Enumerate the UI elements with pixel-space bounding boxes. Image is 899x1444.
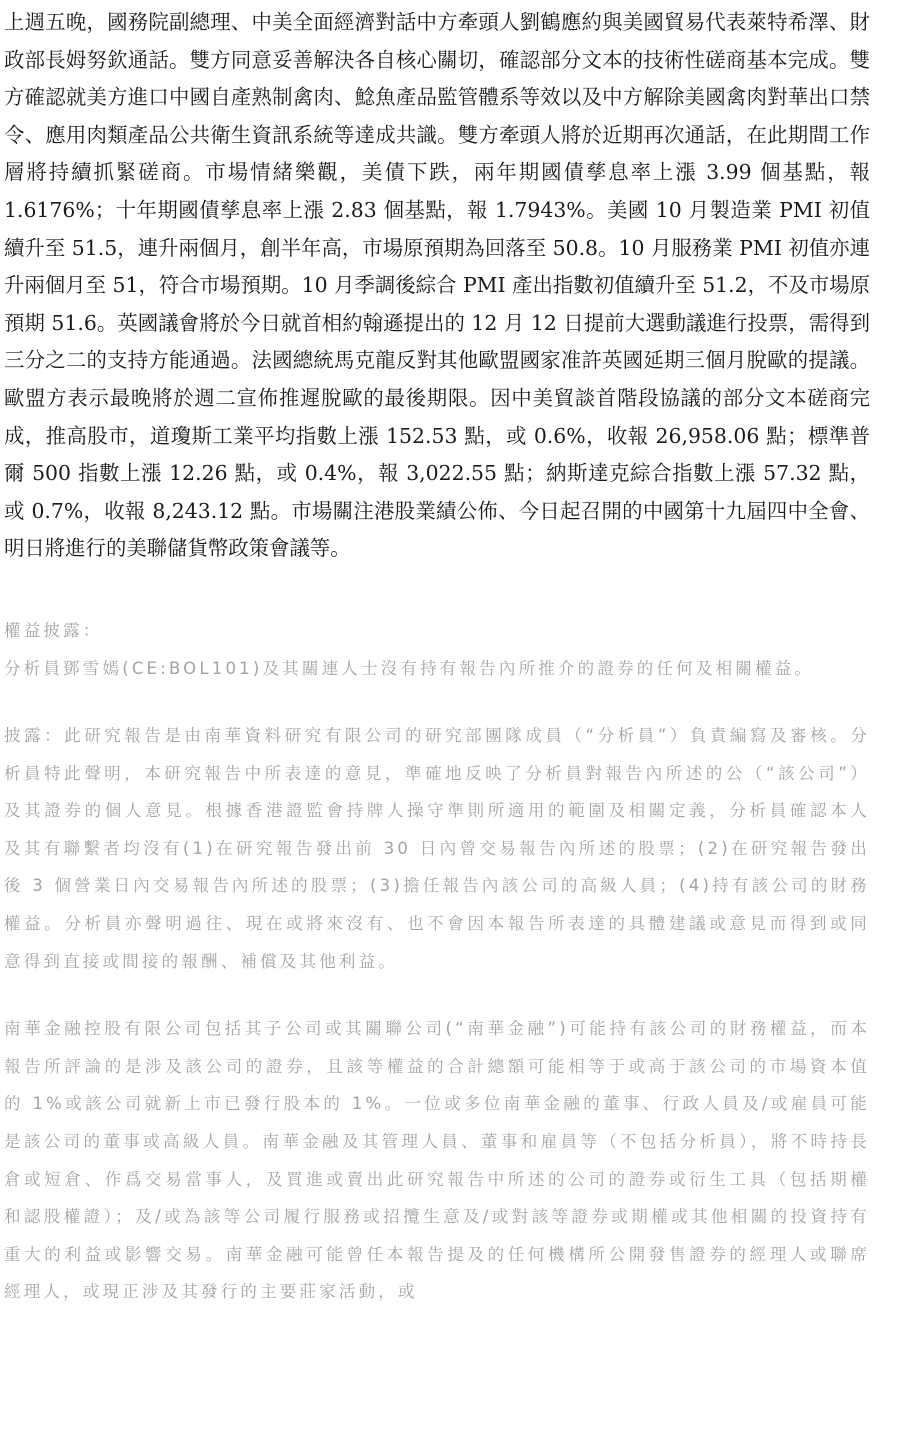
firm-disclosure-paragraph: 南華金融控股有限公司包括其子公司或其關聯公司(“南華金融”)可能持有該公司的財務權益，而本報告所評論的是涉及該公司的證券，且該等權益的合計總額可能相等于或高于該公司的市場資本值的 1%或該公司就新上市已發行股本的 1%。一位或多位南華金融的董事、行政人員及/或雇員可能是該公司的董事或高級人員。南華金融及其管理人員、董事和雇員等（不包括分析員），將不時持長倉或短倉、作爲交易當事人，及買進或賣出此研究報告中所述的公司的證券或衍生工具（包括期權和認股權證）；及/或為該等公司履行服務或招攬生意及/或對該等證券或期權或其他相關的投資持有重大的利益或影響交易。南華金融可能曾任本報告提及的任何機構所公開發售證券的經理人或聯席經理人，或現正涉及其發行的主要莊家活動，或 xyxy=(4,1019,870,1302)
report-page xyxy=(4,0,870,1311)
interest-disclosure-heading: 權益披露： xyxy=(4,620,103,640)
market-commentary-paragraph: 上週五晚，國務院副總理、中美全面經濟對話中方牽頭人劉鶴應約與美國貿易代表萊特希澤、財政部長姆努欽通話。雙方同意妥善解決各自核心關切，確認部分文本的技術性磋商基本完成。雙方確認就美方進口中國自產熟制禽肉、鯰魚產品監管體系等效以及中方解除美國禽肉對華出口禁令、應用肉類產品公共衛生資訊系統等達成共識。雙方牽頭人將於近期再次通話，在此期間工作層將持續抓緊磋商。市場情緒樂觀，美債下跌，兩年期國債孳息率上漲 3.99 個基點，報 1.6176%；十年期國債孳息率上漲 2.83 個基點，報 1.7943%。美國 10 月製造業 PMI 初值續升至 51.5，連升兩個月，創半年高，市場原預期為回落至 50.8。10 月服務業 PMI 初值亦連升兩個月至 51，符合市場預期。10 月季調後綜合 PMI 產出指數初值續升至 51.2，不及市場原預期 51.6。英國議會將於今日就首相約翰遜提出的 12 月 12 日提前大選動議進行投票，需得到三分之二的支持方能通過。法國總統馬克龍反對其他歐盟國家准許英國延期三個月脫歐的提議。歐盟方表示最晚將於週二宣佈推遲脫歐的最後期限。因中美貿談首階段協議的部分文本磋商完成，推高股市，道瓊斯工業平均指數上漲 152.53 點，或 0.6%，收報 26,958.06 點；標準普爾 500 指數上漲 12.26 點，或 0.4%，報 3,022.55 點；納斯達克綜合指數上漲 57.32 點，或 0.7%，收報 8,243.12 點。市場關注港股業績公佈、今日起召開的中國第十九屆四中全會、明日將進行的美聯儲貨幣政策會議等。 xyxy=(4,10,870,561)
analyst-interest-statement: 分析員鄧雪嫣(CE:BOL101)及其關連人士沒有持有報告內所推介的證券的任何及相關權益。 xyxy=(4,658,815,678)
analyst-disclosure-paragraph: 披露：此研究報告是由南華資料研究有限公司的研究部團隊成員（“分析員”）負責編寫及審核。分析員特此聲明，本研究報告中所表達的意見，準確地反映了分析員對報告內所述的公（“該公司”）及其證券的個人意見。根據香港證監會持牌人操守準則所適用的範圍及相關定義，分析員確認本人及其有聯繫者均沒有(1)在研究報告發出前 30 日內曾交易報告內所述的股票；(2)在研究報告發出後 3 個營業日內交易報告內所述的股票；(3)擔任報告內該公司的高級人員；(4)持有該公司的財務權益。分析員亦聲明過往、現在或將來沒有、也不會因本報告所表達的具體建議或意見而得到或同意得到直接或間接的報酬、補償及其他利益。 xyxy=(4,726,870,971)
